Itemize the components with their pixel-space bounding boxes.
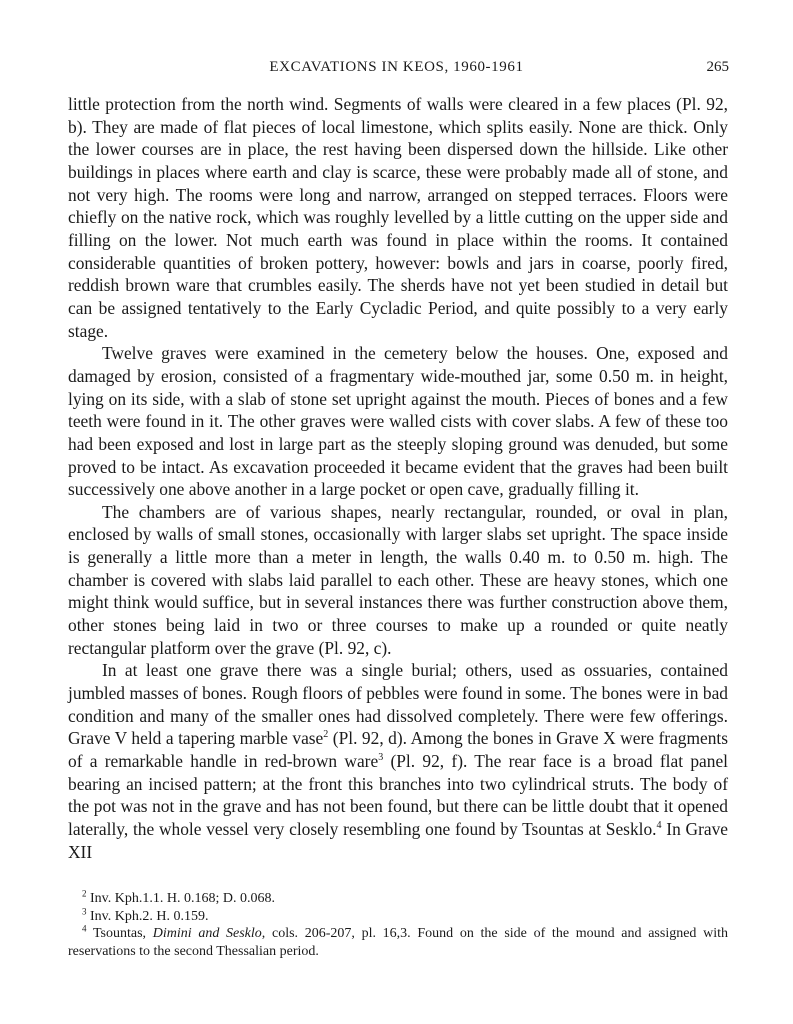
footnote-book-title: Dimini and Sesklo [152, 926, 262, 941]
paragraph-burials-text-1: In at least one grave there was a single burial; others, used as ossuaries, contained jumbled masses of bones. Rough floors of pebbles were found in some. The bones were in bad condition and many of the smaller ones had dissolved completely. There were few offerings. Grave V held a tapering marble vase [68, 660, 728, 749]
footnote-3 [68, 905, 728, 926]
footnote-number: 3 [82, 905, 87, 916]
running-head [0, 59, 793, 81]
footnote-ref-2: 2 [323, 729, 329, 741]
paragraph-burials-text-2: (Pl. 92, d). Among the bones in Grave X were fragments of a remarkable handle in red-brown ware [68, 728, 728, 772]
footnote-text: , cols. 206-207, pl. 16,3. Found on the side of the mound and assigned with reservations to the second Thessalian period. [68, 926, 729, 959]
paragraph-graves: Twelve graves were examined in the cemetery below the houses. One, exposed and damaged by erosion, consisted of a fragmentary wide-mouthed jar, some 0.50 m. in height, lying on its side, with a slab of stone set upright against the mouth. Pieces of bones and a few teeth were found in it. The other graves were walled cists with cover slabs. A few of these too had been exposed and lost in large part as the steeply sloping ground was denuded, but some proved to be intact. As excavation proceeded it became evident that the graves had been built successively one above another in a large pocket or open cave, gradually filling it. [68, 343, 728, 500]
paragraph-burials-text-4: In Grave XII [68, 819, 729, 862]
paragraph-burials [68, 659, 728, 863]
footnote-number: 2 [82, 888, 87, 899]
footnote-author: Tsountas, [92, 926, 153, 941]
page-number: 265 [706, 59, 729, 75]
body-text [68, 93, 728, 863]
footnote-ref-4: 4 [656, 820, 662, 832]
footnote-4 [68, 925, 728, 960]
footnote-text: Inv. Kph.2. H. 0.159. [90, 908, 209, 924]
footnote-number: 4 [82, 923, 87, 934]
footnotes [68, 890, 728, 960]
footnote-text: Inv. Kph.1.1. H. 0.168; D. 0.068. [90, 891, 275, 906]
paragraph-chambers: The chambers are of various shapes, nearly rectangular, rounded, or oval in plan, enclosed by walls of small stones, occasionally with larger slabs set upright. The space inside is generally a little more than a meter in length, the walls 0.40 m. to 0.50 m. high. The chamber is covered with slabs laid parallel to each other. These are heavy stones, which one might think would suffice, but in several instances there was further construction above them, other stones being laid in two or three courses to make up a rounded or quite neatly rectangular platform over the grave (Pl. 92, c). [68, 501, 728, 658]
footnote-ref-3: 3 [378, 752, 384, 764]
footnote-2 [68, 890, 728, 908]
running-title: EXCAVATIONS IN KEOS, 1960-1961 [269, 59, 524, 75]
paragraph-walls: little protection from the north wind. Segments of walls were cleared in a few places (Pl. 92, b). They are made of flat pieces of local limestone, which splits easily. None are thick. Only the lower courses are in place, the rest having been dispersed down the hillside. Like other buildings in places where earth and clay is scarce, these were probably made all of stone, and not very high. The rooms were long and narrow, arranged on stepped terraces. Floors were chiefly on the native rock, which was roughly levelled by a little cutting on the upper side and filling on the lower. Not much earth was found in place within the rooms. It contained considerable quantities of broken pottery, however: bowls and jars in coarse, poorly fired, reddish brown ware that crumbles easily. The sherds have not yet been studied in detail but can be assigned tentatively to the Early Cycladic Period, and quite possibly to a very early stage. [68, 94, 728, 341]
paragraph-burials-text-3: (Pl. 92, f). The rear face is a broad flat panel bearing an incised pattern; at the front this branches into two cylindrical struts. The body of the pot was not in the grave and has not been found, but there can be little doubt that it opened laterally, the whole vessel very closely resembling one found by Tsountas at Sesklo. [68, 751, 728, 839]
